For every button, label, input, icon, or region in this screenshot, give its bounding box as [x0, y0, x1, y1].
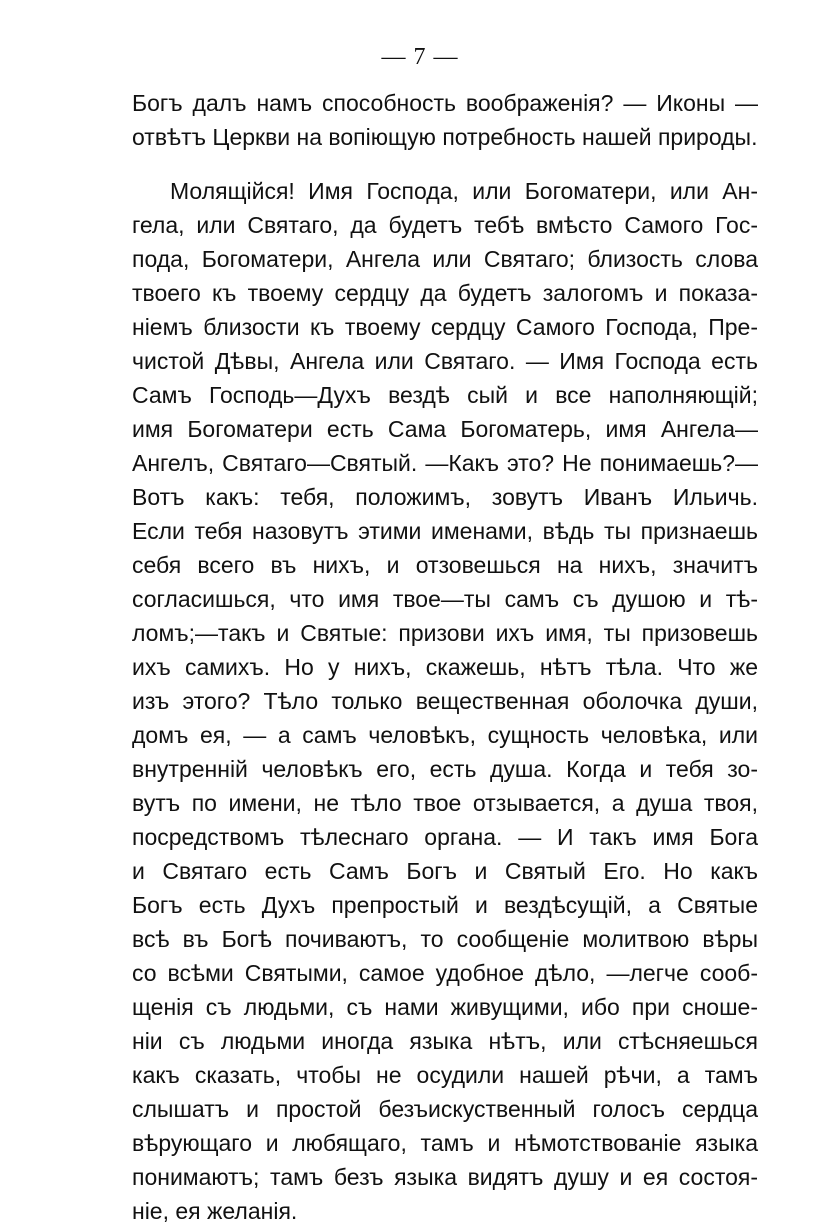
- text-line: щенія съ людьми, съ нами живущими, ибо при сноше-: [132, 994, 758, 1020]
- text-line: гела, или Святаго, да будетъ тебѣ вмѣсто Самого Гос-: [132, 212, 758, 238]
- text-line: домъ ея, — а самъ человѣкъ, сущность человѣка, или: [132, 722, 758, 748]
- text-line: всѣ въ Богѣ почиваютъ, то сообщеніе молитвою вѣры: [132, 926, 758, 952]
- page-number: — 7 —: [381, 44, 459, 70]
- paragraph-1: [132, 86, 758, 154]
- text-line: Самъ Господь—Духъ вездѣ сый и все наполняющій;: [132, 382, 758, 408]
- text-line: Ангелъ, Святаго—Святый. —Какъ это? Не понимаешь?—: [132, 450, 758, 476]
- text-line: пода, Богоматери, Ангела или Святаго; близость слова: [132, 246, 758, 272]
- text-line: ніи съ людьми иногда языка нѣтъ, или стѣсняешься: [132, 1028, 758, 1054]
- text-line: Молящійся! Имя Господа, или Богоматери, или Ан-: [170, 178, 758, 204]
- text-line: вутъ по имени, не тѣло твое отзывается, а душа твоя,: [132, 790, 758, 816]
- text-line: ихъ самихъ. Но у нихъ, скажешь, нѣтъ тѣла. Что же: [132, 654, 758, 680]
- text-line: чистой Дѣвы, Ангела или Святаго. — Имя Господа есть: [132, 348, 758, 374]
- text-line: Если тебя назовутъ этими именами, вѣдь ты признаешь: [132, 518, 758, 544]
- text-line: согласишься, что имя твое—ты самъ съ душою и тѣ-: [132, 586, 758, 612]
- paragraph-2: [132, 174, 758, 1228]
- text-line: Вотъ какъ: тебя, положимъ, зовутъ Иванъ Ильичь.: [132, 484, 758, 510]
- text-line: со всѣми Святыми, самое удобное дѣло, —легче сооб-: [132, 960, 758, 986]
- text-line: и Святаго есть Самъ Богъ и Святый Его. Но какъ: [132, 858, 758, 884]
- text-line: себя всего въ нихъ, и отзовешься на нихъ, значитъ: [132, 552, 758, 578]
- text-line: посредствомъ тѣлеснаго органа. — И такъ имя Бога: [132, 824, 758, 850]
- text-line: ломъ;—такъ и Святые: призови ихъ имя, ты призовешь: [132, 620, 758, 646]
- text-line: отвѣтъ Церкви на вопіющую потребность нашей природы.: [132, 124, 758, 150]
- text-line: твоего къ твоему сердцу да будетъ залогомъ и показа-: [132, 280, 758, 306]
- text-line: слышатъ и простой безъискуственный голосъ сердца: [132, 1096, 758, 1122]
- text-line: какъ сказать, чтобы не осудили нашей рѣчи, а тамъ: [132, 1062, 758, 1088]
- text-line: Богъ есть Духъ препростый и вездѣсущій, а Святые: [132, 892, 758, 918]
- text-line: ніемъ близости къ твоему сердцу Самого Господа, Пре-: [132, 314, 758, 340]
- text-line: понимаютъ; тамъ безъ языка видятъ душу и ея состоя-: [132, 1164, 758, 1190]
- text-line: имя Богоматери есть Сама Богоматерь, имя Ангела—: [132, 416, 758, 442]
- text-line: изъ этого? Тѣло только вещественная оболочка души,: [132, 688, 758, 714]
- text-line: Богъ далъ намъ способность воображенія? — Иконы —: [132, 90, 758, 116]
- text-line: вѣрующаго и любящаго, тамъ и нѣмотствованіе языка: [132, 1130, 758, 1156]
- text-line: внутренній человѣкъ его, есть душа. Когда и тебя зо-: [132, 756, 758, 782]
- text-line: ніе, ея желанія.: [132, 1198, 298, 1224]
